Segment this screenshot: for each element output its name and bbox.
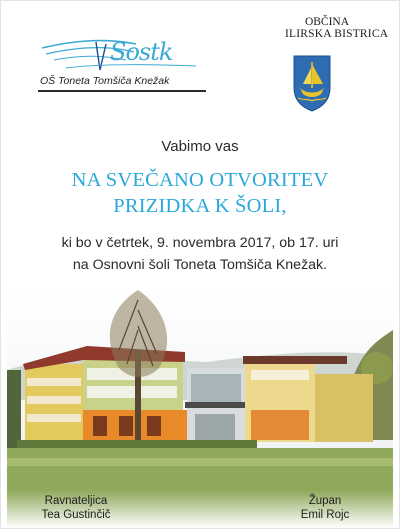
principal-title: Ravnateljica <box>44 495 108 507</box>
municipality-name <box>285 16 389 40</box>
logo-underline <box>38 90 206 92</box>
principal-name: Tea Gustinčič <box>41 509 111 521</box>
municipality-line1: OBČINA <box>304 16 350 28</box>
school-name: OŠ Toneta Tomšiča Knežak <box>40 75 170 87</box>
event-details <box>0 232 400 276</box>
headline-line2: PRIZIDKA K ŠOLI, <box>113 195 287 217</box>
invite-intro: Vabimo vas <box>161 138 239 155</box>
logo-wordmark: Sostk <box>110 38 173 66</box>
school-building-photo <box>7 290 393 528</box>
signature-principal <box>26 494 126 522</box>
headline <box>0 167 400 219</box>
ship-crest-icon <box>292 54 332 112</box>
headline-line1: NA SVEČANO OTVORITEV <box>71 169 329 191</box>
school-logo <box>36 34 206 96</box>
mayor-name: Emil Rojc <box>300 509 350 521</box>
details-line1: ki bo v četrtek, 9. novembra 2017, ob 17. uri <box>61 235 339 251</box>
municipality-line2: ILIRSKA BISTRICA <box>285 28 389 40</box>
signature-mayor <box>285 494 365 522</box>
details-line2: na Osnovni šoli Toneta Tomšiča Knežak. <box>72 257 328 273</box>
mayor-title: Župan <box>308 495 342 507</box>
